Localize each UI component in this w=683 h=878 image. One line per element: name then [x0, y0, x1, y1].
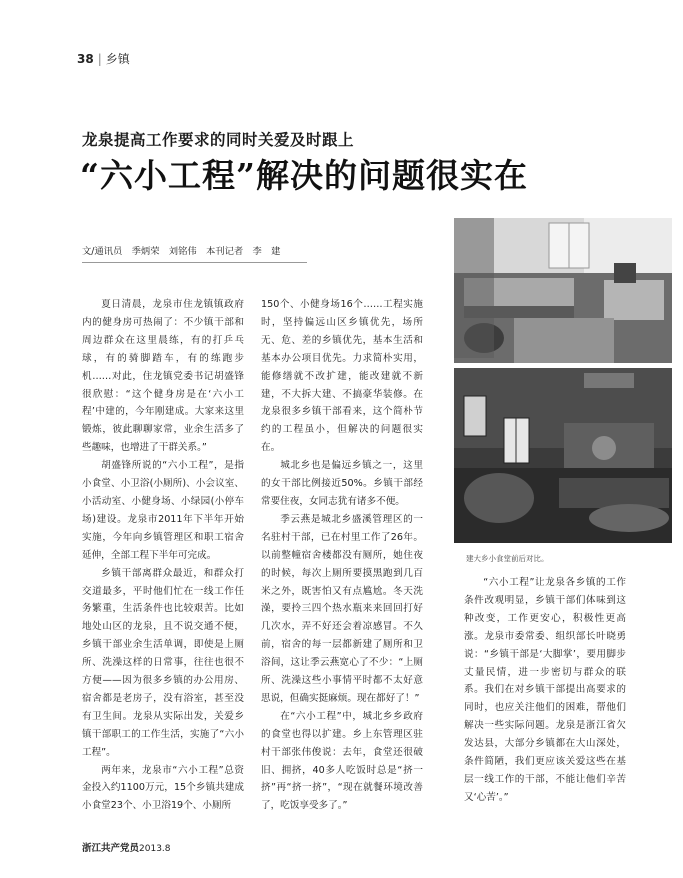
byline-rule: [82, 262, 307, 263]
section-name: 乡镇: [105, 52, 130, 66]
article-title: “六小工程”解决的问题很实在: [80, 156, 528, 195]
byline: 文/通讯员 季炳荣 刘铭伟 本刊记者 李 建: [82, 246, 281, 257]
paragraph: 两年来，龙泉市“六小工程”总资金投入约1100万元，15个乡镇共建成小食堂23个、小卫浴19个、小厕所: [82, 764, 244, 812]
paragraph: 夏日清晨，龙泉市住龙镇镇政府内的健身房可热闹了：不少镇干部和周边群众在这里晨练，有的打乒乓球，有的骑脚踏车，有的练跑步机……对此，住龙镇党委书记胡盛锋很欣慰：“这个健身房是在‘六小工程’中建的，今年刚建成。大家来这里锻炼，彼此聊聊家常，业余生活多了些趣味，也增进了干群关系。”: [82, 299, 244, 454]
photo-canteen-after: [454, 218, 672, 363]
paragraph: 乡镇干部离群众最近，和群众打交道最多，平时他们忙在一线工作任务繁重，生活条件也比较艰苦。比如地处山区的龙泉，且不说交通不便，乡镇干部业余生活单调，即使是上厕所、洗澡这样的日常事，往往也很不方便——因为很多乡镇的办公用房、宿舍都是老房子，没有浴室，甚至没有卫生间。龙泉从实际出发，关爱乡镇干部职工的工作生活，实施了“六小工程”。: [82, 567, 244, 758]
text-column-1: [82, 296, 244, 815]
paragraph: 在“六小工程”中，城北乡乡政府的食堂也得以扩建。乡上东管理区驻村干部张伟俊说：去年，食堂还很破旧、拥挤，40多人吃饭时总是“挤一挤”再“挤一挤”，“现在就餐环境改善了，吃饭享受多了。”: [261, 710, 423, 812]
magazine-logo: 浙江共产党员: [82, 843, 140, 854]
article-subtitle: 龙泉提高工作要求的同时关爱及时跟上: [82, 130, 355, 149]
text-column-2: [261, 296, 423, 815]
photo-caption: 建大乡小食堂前后对比。: [466, 554, 549, 563]
paragraph: 季云燕是城北乡盛溪管理区的一名驻村干部，已在村里工作了26年。以前整幢宿舍楼都没有厕所，她住夜的时候，每次上厕所要摸黑跑到几百米之外，既害怕又有点尴尬。冬天洗澡，要拎三四个热水瓶来来回回打好几次水，弄不好还会着凉感冒。不久前，宿舍的每一层都新建了厕所和卫浴间，这让季云燕宽心了不少：“上厕所、洗澡这些小事情平时都不太好意思说，但确实挺麻烦。现在都好了！”: [261, 513, 423, 704]
page-number: 38: [77, 52, 94, 66]
page-header: [77, 50, 130, 67]
header-divider: |: [97, 52, 102, 66]
text-column-3: [464, 574, 626, 807]
issue-date: 2013.8: [139, 844, 171, 854]
page-footer: [82, 840, 171, 854]
paragraph: “六小工程”让龙泉各乡镇的工作条件改观明显，乡镇干部们体味到这种改变，工作更安心，积极性更高涨。龙泉市委常委、组织部长叶晓勇说：“乡镇干部是‘大脚掌’，要用脚步丈量民情，进一步密切与群众的联系。我们在对乡镇干部提出高要求的同时，也应关注他们的困难，帮他们解决一些实际问题。龙泉是浙江省欠发达县，大部分乡镇都在大山深处，条件简陋，我们更应该关爱这些在基层一线工作的干部，不能让他们辛苦又‘心苦’。”: [464, 577, 626, 803]
photo-canteen-before: [454, 368, 672, 543]
paragraph: 城北乡也是偏远乡镇之一，这里的女干部比例接近50%。乡镇干部经常要住夜，女同志犹有诸多不便。: [261, 460, 423, 507]
paragraph: 胡盛锋所说的“六小工程”，是指小食堂、小卫浴(小厕所)、小会议室、小活动室、小健身场、小绿园(小停车场)建设。龙泉市2011年下半年开始实施，今年向乡镇管理区和职工宿舍延伸，全部工程下半年可完成。: [82, 460, 244, 561]
paragraph: 150个、小健身场16个……工程实施时，坚持偏远山区乡镇优先，场所无、危、差的乡镇优先，基本生活和基本办公项目优先。力求简朴实用，能修缮就不改扩建，能改建就不新建，不大拆大建、不搞豪华装修。在龙泉很多乡镇干部看来，这个简朴节约的工程虽小，但解决的问题很实在。: [261, 299, 423, 454]
